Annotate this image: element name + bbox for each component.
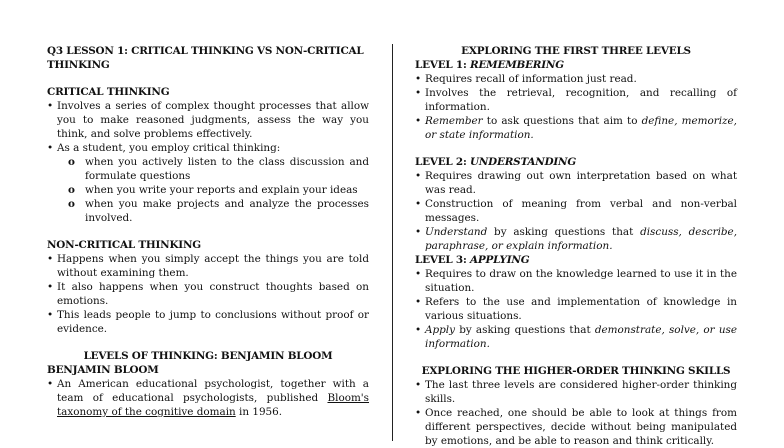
list-item: • Happens when you simply accept the things you are told without examining them. (47, 252, 369, 280)
level-1-list (415, 72, 737, 142)
list-item (47, 377, 369, 419)
left-column (47, 44, 369, 419)
level-3-verbs: demonstrate, solve, or use information. (425, 324, 738, 350)
levels-of-thinking-heading: LEVELS OF THINKING: BENJAMIN BLOOM (83, 350, 333, 362)
level-1-label: LEVEL 1: (415, 59, 471, 71)
bloom-list (47, 377, 369, 419)
critical-thinking-list (47, 99, 369, 225)
critical-thinking-heading: CRITICAL THINKING (47, 86, 170, 98)
bloom-text-end: in 1956. (235, 406, 283, 418)
list-item: • Requires drawing out own interpretation based on what was read. (415, 169, 737, 197)
list-item (415, 323, 737, 351)
level-2-keyword: Understand (425, 226, 488, 238)
list-item (47, 141, 369, 225)
level-1-text: to ask questions that aim to (482, 115, 642, 127)
level-3-keyword: Apply (425, 324, 455, 336)
list-item (415, 225, 737, 253)
list-item: • Once reached, one should be able to look at things from different perspectives, decide without being manipulated by emotions, and be able to reason and think critically. (415, 406, 737, 448)
level-1-name: REMEMBERING (470, 59, 564, 71)
list-item: • Requires to draw on the knowledge learned to use it in the situation. (415, 267, 737, 295)
right-column (415, 44, 737, 448)
level-2-verbs: discuss, describe, paraphrase, or explain information. (425, 226, 737, 252)
first-three-levels-heading: EXPLORING THE FIRST THREE LEVELS (461, 45, 691, 57)
lesson-title: Q3 LESSON 1: CRITICAL THINKING VS NON-CRITICAL THINKING (47, 45, 364, 71)
list-item: o when you actively listen to the class discussion and formulate questions (67, 155, 369, 183)
list-item: • Refers to the use and implementation of knowledge in various situations. (415, 295, 737, 323)
bloom-text: An American educational psychologist, together with a team of educational psychologists, published (57, 378, 369, 404)
benjamin-bloom-heading: BENJAMIN BLOOM (47, 364, 159, 376)
higher-order-list (415, 378, 737, 448)
level-1-keyword: Remember (425, 115, 483, 127)
list-item: • It also happens when you construct thoughts based on emotions. (47, 280, 369, 308)
level-3-name: APPLYING (470, 254, 530, 266)
level-3-label: LEVEL 3: (415, 254, 471, 266)
level-3-text: by asking questions that (455, 324, 595, 336)
list-item (415, 114, 737, 142)
level-2-text: by asking questions that (487, 226, 641, 238)
level-1-verbs: define, memorize, or state information. (425, 115, 737, 141)
non-critical-thinking-list (47, 252, 369, 336)
critical-thinking-sublist (57, 155, 369, 225)
level-2-heading (415, 155, 737, 169)
list-item: • Construction of meaning from verbal and non-verbal messages. (415, 197, 737, 225)
bloom-taxonomy-term: Bloom's taxonomy of the cognitive domain (57, 392, 369, 418)
level-3-list (415, 267, 737, 351)
list-item: o when you write your reports and explain your ideas (67, 183, 369, 197)
higher-order-heading: EXPLORING THE HIGHER-ORDER THINKING SKILLS (421, 365, 731, 377)
level-2-list (415, 169, 737, 253)
list-item: o when you make projects and analyze the processes involved. (67, 197, 369, 225)
list-item-text: As a student, you employ critical thinking: (57, 142, 281, 154)
list-item: • Involves a series of complex thought processes that allow you to make reasoned judgments, assess the way you think, and solve problems effectively. (47, 99, 369, 141)
level-2-name: UNDERSTANDING (470, 156, 577, 168)
level-3-heading (415, 253, 737, 267)
non-critical-thinking-heading: NON-CRITICAL THINKING (47, 239, 201, 251)
level-1-heading (415, 58, 737, 72)
column-divider (392, 44, 393, 441)
list-item: • This leads people to jump to conclusions without proof or evidence. (47, 308, 369, 336)
list-item: • The last three levels are considered higher-order thinking skills. (415, 378, 737, 406)
list-item: • Involves the retrieval, recognition, and recalling of information. (415, 86, 737, 114)
list-item: • Requires recall of information just read. (415, 72, 737, 86)
level-2-label: LEVEL 2: (415, 156, 471, 168)
